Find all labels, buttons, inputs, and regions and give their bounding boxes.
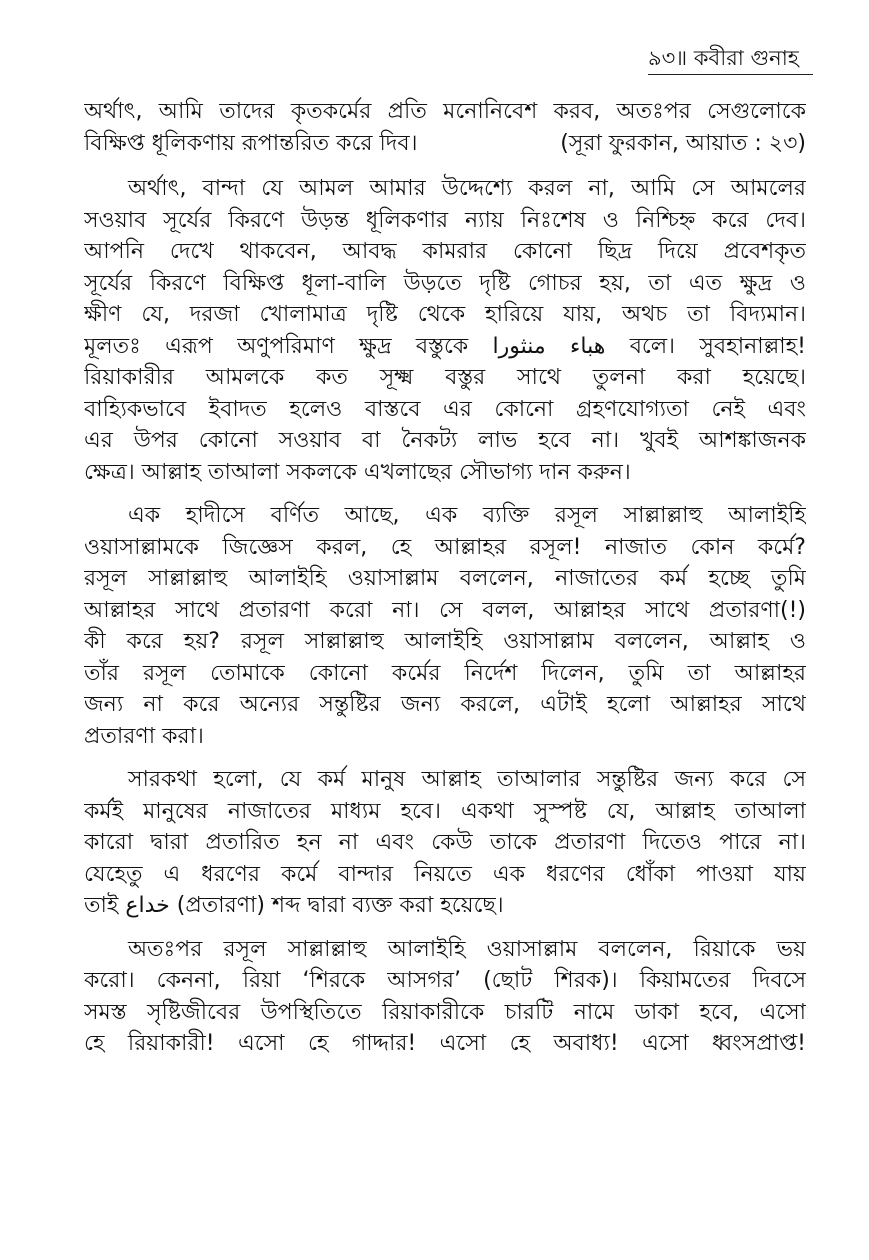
text-line: হে রিয়াকারী! এসো হে গাদ্দার! এসো হে অবাধ্য! এসো ধ্বংসপ্রাপ্ত! <box>84 1031 806 1056</box>
text-line: আপনি দেখে থাকবেন, আবদ্ধ কামরার কোনো ছিদ্র দিয়ে প্রবেশকৃত <box>84 239 806 264</box>
text-line-part: তাই <box>84 893 119 918</box>
page-header <box>648 44 813 75</box>
text-line: সূর্যের কিরণে বিক্ষিপ্ত ধূলা-বালি উড়তে দৃষ্টি গোচর হয়, তা এত ক্ষুদ্র ও <box>84 270 806 296</box>
text-line: সমস্ত সৃষ্টিজীবের উপস্থিতিতে রিয়াকারীকে চারটি নামে ডাকা হবে, এসো <box>84 999 806 1025</box>
running-title: কবীরা গুনাহ <box>693 46 799 70</box>
text-line: ওয়াসাল্লামকে জিজ্ঞেস করল, হে আল্লাহর রসূল! নাজাত কোন কর্মে? <box>84 534 806 560</box>
quran-citation: (সূরা ফুরকান, আয়াত : ২৩) <box>560 130 806 156</box>
text-line <box>84 331 806 363</box>
text-line: ক্ষীণ যে, দরজা খোলামাত্র দৃষ্টি থেকে হারিয়ে যায়, অথচ তা বিদ্যমান। <box>84 302 806 327</box>
text-line: তাঁর রসূল তোমাকে কোনো কর্মের নির্দেশ দিলেন, তুমি তা আল্লাহর <box>84 660 806 686</box>
text-line-part: বিক্ষিপ্ত ধূলিকণায় রূপান্তরিত করে দিব। <box>84 130 418 156</box>
text-line: এক হাদীসে বর্ণিত আছে, এক ব্যক্তি রসূল সাল্লাল্লাহু আলাইহি <box>128 503 806 528</box>
body-text <box>84 96 806 1066</box>
arabic-phrase: هباء منثورا <box>492 333 606 359</box>
text-line: আল্লাহর সাথে প্রতারণা করো না। সে বলল, আল্লাহর সাথে প্রতারণা(!) <box>84 597 806 623</box>
arabic-word: خداع <box>125 893 170 918</box>
text-line: অর্থাৎ, আমি তাদের কৃতকর্মের প্রতি মনোনিবেশ করব, অতঃপর সেগুলোকে <box>84 99 806 124</box>
paragraph-translation <box>84 96 806 159</box>
text-line: কর্মই মানুষের নাজাতের মাধ্যম হবে। একথা সুস্পষ্ট যে, আল্লাহ তাআলা <box>84 798 806 824</box>
text-line-part: মূলতঃ এরূপ অণুপরিমাণ ক্ষুদ্র বস্তুকে <box>84 333 469 359</box>
paragraph-hadith <box>84 500 806 752</box>
text-line: সওয়াব সূর্যের কিরণে উড়ন্ত ধূলিকণার ন্যায় নিঃশেষ ও নিশ্চিহ্ন করে দেব। <box>84 207 806 233</box>
text-line: সারকথা হলো, যে কর্ম মানুষ আল্লাহ তাআলার সন্তুষ্টির জন্য করে সে <box>128 767 806 792</box>
text-line: এর উপর কোনো সওয়াব বা নৈকট্য লাভ হবে না। খুবই আশঙ্কাজনক <box>84 428 806 453</box>
paragraph-explanation <box>84 173 806 488</box>
text-line-part: বলে। সুবহানাল্লাহ! <box>629 333 806 359</box>
text-line: কী করে হয়? রসূল সাল্লাল্লাহু আলাইহি ওয়াসাল্লাম বললেন, আল্লাহ ও <box>84 629 806 654</box>
paragraph-warning <box>84 934 806 1060</box>
text-line <box>84 128 806 160</box>
text-line: জন্য না করে অন্যের সন্তুষ্টির জন্য করলে, এটাই হলো আল্লাহর সাথে <box>84 692 806 717</box>
text-line: রিয়াকারীর আমলকে কত সূক্ষ্ম বস্তুর সাথে তুলনা করা হয়েছে। <box>84 365 806 390</box>
page-number: ৯৩ <box>648 46 676 70</box>
text-line: রসূল সাল্লাল্লাহু আলাইহি ওয়াসাল্লাম বললেন, নাজাতের কর্ম হচ্ছে তুমি <box>84 566 806 591</box>
header-separator: ॥ <box>675 46 694 70</box>
text-line: ক্ষেত্র। আল্লাহ তাআলা সকলকে এখলাছের সৌভাগ্য দান করুন। <box>84 459 631 485</box>
paragraph-summary <box>84 764 806 922</box>
text-line: প্রতারণা করা। <box>84 723 204 749</box>
text-line-part: (প্রতারণা) শব্দ দ্বারা ব্যক্ত করা হয়েছে। <box>176 893 504 918</box>
text-line: বাহ্যিকভাবে ইবাদত হলেও বাস্তবে এর কোনো গ্রহণযোগ্যতা নেই এবং <box>84 396 806 422</box>
text-line: অর্থাৎ, বান্দা যে আমল আমার উদ্দেশ্যে করল না, আমি সে আমলের <box>128 176 806 201</box>
header-rule <box>648 74 813 75</box>
text-line: অতঃপর রসূল সাল্লাল্লাহু আলাইহি ওয়াসাল্লাম বললেন, রিয়াকে ভয় <box>128 936 806 962</box>
text-line: করো। কেননা, রিয়া ‘শিরকে আসগর’ (ছোট শিরক)। কিয়ামতের দিবসে <box>84 968 806 993</box>
text-line: যেহেতু এ ধরণের কর্মে বান্দার নিয়তে এক ধরণের ধোঁকা পাওয়া যায় <box>84 861 806 887</box>
text-line <box>84 890 806 922</box>
text-line: কারো দ্বারা প্রতারিত হন না এবং কেউ তাকে প্রতারণা দিতেও পারে না। <box>84 830 806 855</box>
